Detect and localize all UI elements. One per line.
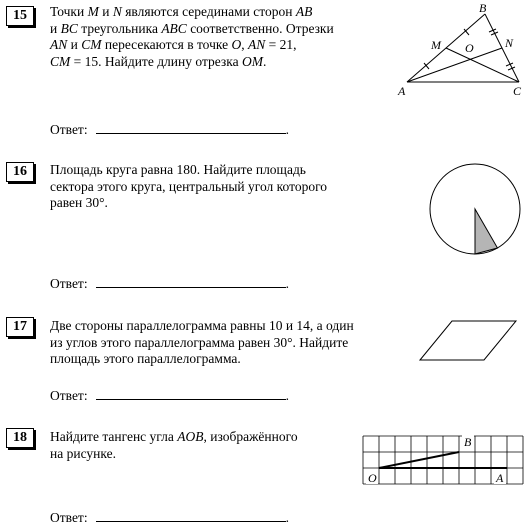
text-part: соответственно. Отрезки xyxy=(186,20,334,36)
answer-end: . xyxy=(285,276,289,291)
label-a: A xyxy=(496,471,504,485)
text-part: и xyxy=(50,20,61,36)
text-part: пересекаются в точке xyxy=(101,37,232,52)
problem-15-line-2 xyxy=(50,21,390,38)
problem-number-16: 16 xyxy=(6,162,34,182)
math-var: BC xyxy=(60,20,78,36)
label-m: M xyxy=(431,38,441,52)
circle-figure xyxy=(428,162,524,258)
answer-18 xyxy=(50,510,289,526)
problem-15-text xyxy=(50,4,390,70)
answer-label: Ответ: xyxy=(50,276,88,291)
answer-16 xyxy=(50,276,289,292)
text-part: , изображённого xyxy=(203,429,298,444)
problem-number-17: 17 xyxy=(6,317,34,337)
answer-line[interactable] xyxy=(96,511,286,522)
problem-18-text xyxy=(50,429,350,462)
answer-line[interactable] xyxy=(96,277,286,288)
median-an xyxy=(407,48,502,82)
text-part: Найдите тангенс угла xyxy=(50,429,178,444)
math-var: CM xyxy=(81,37,102,52)
problem-17-line-2: из углов этого параллелограмма равен 30°. Найдите xyxy=(50,334,349,350)
problem-15-line-1 xyxy=(50,4,390,21)
answer-line[interactable] xyxy=(96,389,286,400)
answer-17 xyxy=(50,388,289,404)
problem-16-text xyxy=(50,162,380,212)
answer-end: . xyxy=(285,510,289,525)
problem-16-line-3: равен 30°. xyxy=(50,195,108,210)
problem-17-text xyxy=(50,318,400,368)
problem-15-line-4 xyxy=(50,54,390,71)
label-o: O xyxy=(465,41,474,55)
ray-ob xyxy=(379,452,459,468)
math-var: AOB xyxy=(177,429,204,444)
problem-15-line-3 xyxy=(50,37,390,54)
label-c: C xyxy=(513,84,522,98)
answer-label: Ответ: xyxy=(50,122,88,137)
problem-number-15: 15 xyxy=(6,6,34,26)
math-var: M xyxy=(87,4,99,19)
parallelogram xyxy=(420,321,516,360)
text-part: . xyxy=(262,53,267,69)
problem-number-18: 18 xyxy=(6,428,34,448)
text-part: треугольника xyxy=(77,20,162,36)
problem-16-line-2: сектора этого круга, центральный угол которого xyxy=(50,178,328,194)
math-var: ABC xyxy=(161,20,187,36)
problem-18-line-1 xyxy=(50,429,350,446)
text-part: = 15. Найдите длину отрезка xyxy=(70,53,242,69)
text-part: , xyxy=(241,37,248,52)
text-part: и xyxy=(67,37,82,52)
answer-line[interactable] xyxy=(96,123,286,134)
math-var: AB xyxy=(295,4,313,19)
label-b: B xyxy=(464,435,472,449)
math-var: CM xyxy=(50,53,71,69)
math-var: O xyxy=(231,37,242,52)
problem-18-line-2: на рисунке. xyxy=(50,445,116,461)
problem-17-line-3: площадь этого параллелограмма. xyxy=(50,351,241,366)
parallelogram-figure xyxy=(418,318,518,364)
math-var: N xyxy=(112,4,122,19)
answer-label: Ответ: xyxy=(50,510,88,525)
problem-17-line-1: Две стороны параллелограмма равны 10 и 14, а один xyxy=(50,318,354,333)
answer-15 xyxy=(50,122,289,138)
label-n: N xyxy=(505,36,514,50)
label-a: A xyxy=(398,84,406,98)
answer-end: . xyxy=(285,388,289,403)
text-part: являются серединами сторон xyxy=(121,4,296,19)
label-o: O xyxy=(368,471,377,485)
text-part: = 21, xyxy=(265,37,297,52)
math-var: OM xyxy=(241,53,263,69)
triangle-figure xyxy=(395,2,525,102)
answer-label: Ответ: xyxy=(50,388,88,403)
text-part: Точки xyxy=(50,4,88,19)
text-part: и xyxy=(98,4,113,19)
answer-end: . xyxy=(285,122,289,137)
grid-figure xyxy=(363,431,523,487)
sector-30 xyxy=(475,209,498,254)
math-var: AN xyxy=(50,37,68,52)
problem-16-line-1: Площадь круга равна 180. Найдите площадь xyxy=(50,162,306,177)
label-b: B xyxy=(479,1,487,15)
math-var: AN xyxy=(247,37,266,52)
